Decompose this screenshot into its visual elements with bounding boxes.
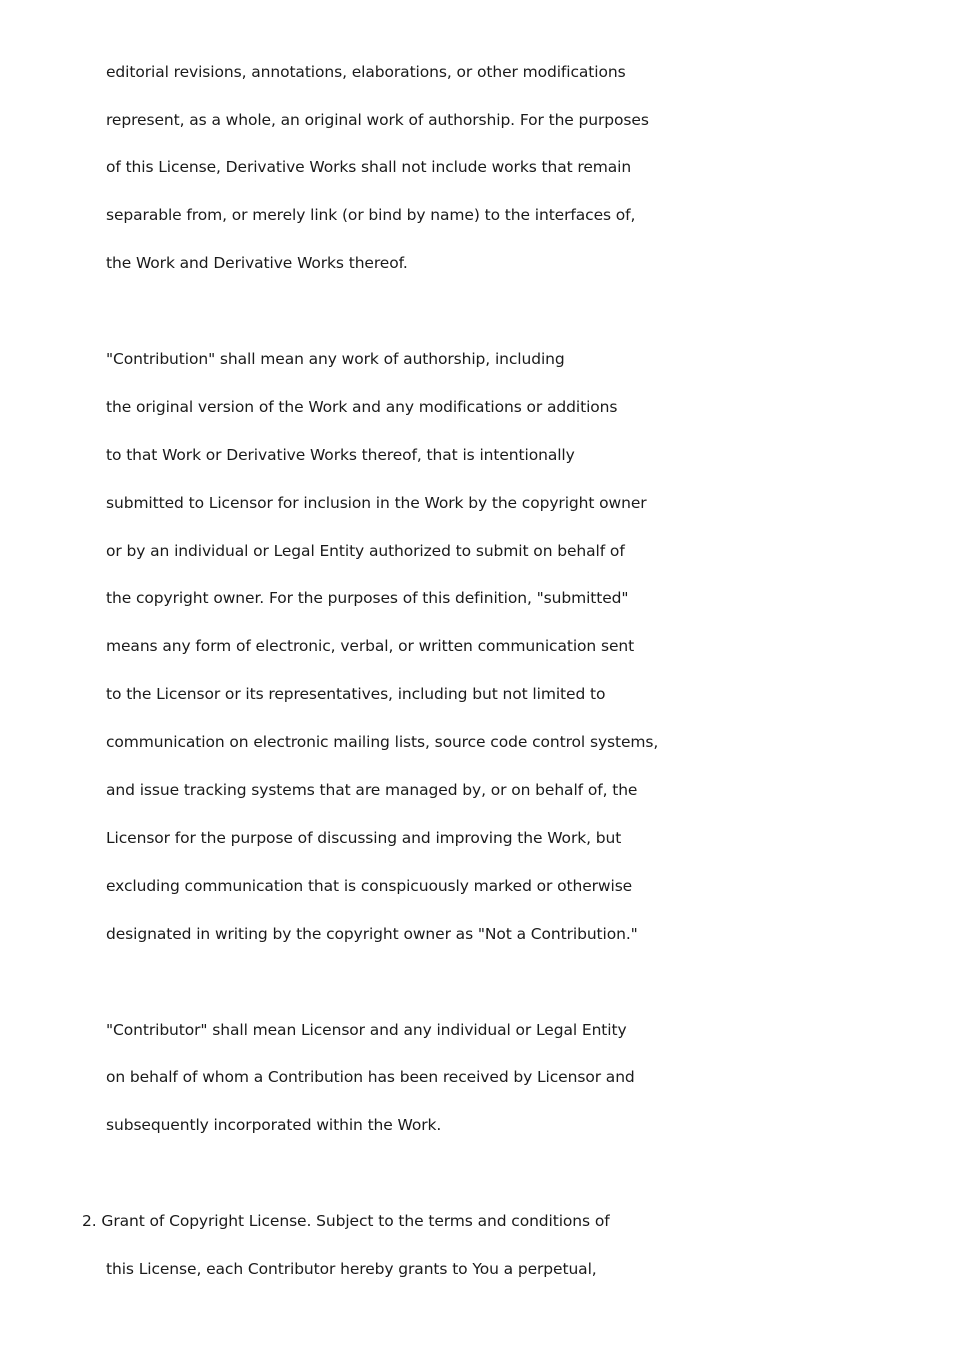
text-line: Licensor for the purpose of discussing and improving the Work, but <box>106 829 622 847</box>
text-line: the original version of the Work and any modifications or additions <box>106 398 618 416</box>
text-line: represent, as a whole, an original work of authorship. For the purposes <box>106 111 649 129</box>
text-line: and issue tracking systems that are managed by, or on behalf of, the <box>106 781 638 799</box>
text-line: means any form of electronic, verbal, or written communication sent <box>106 637 635 655</box>
text-line: on behalf of whom a Contribution has been received by Licensor and <box>106 1068 635 1086</box>
text-line: "Contributor" shall mean Licensor and any individual or Legal Entity <box>106 1021 627 1039</box>
text-line: of this License, Derivative Works shall not include works that remain <box>106 158 632 176</box>
text-line: to the Licensor or its representatives, including but not limited to <box>106 685 606 703</box>
text-line: to that Work or Derivative Works thereof, that is intentionally <box>106 446 575 464</box>
text-line: subsequently incorporated within the Work. <box>106 1116 442 1134</box>
text-line: submitted to Licensor for inclusion in the Work by the copyright owner <box>106 494 647 512</box>
text-line: designated in writing by the copyright owner as "Not a Contribution." <box>106 925 638 943</box>
text-line: or by an individual or Legal Entity authorized to submit on behalf of <box>106 542 625 560</box>
text-line: the copyright owner. For the purposes of this definition, "submitted" <box>106 589 629 607</box>
text-line: separable from, or merely link (or bind by name) to the interfaces of, <box>106 206 636 224</box>
text-line: "Contribution" shall mean any work of authorship, including <box>106 350 565 368</box>
text-line: editorial revisions, annotations, elaborations, or other modifications <box>106 63 626 81</box>
text-line: this License, each Contributor hereby grants to You a perpetual, <box>106 1260 597 1278</box>
text-line: excluding communication that is conspicuously marked or otherwise <box>106 877 633 895</box>
text-line: the Work and Derivative Works thereof. <box>106 254 408 272</box>
section-heading-line: 2. Grant of Copyright License. Subject to the terms and conditions of <box>82 1212 610 1230</box>
text-line: communication on electronic mailing lists, source code control systems, <box>106 733 659 751</box>
